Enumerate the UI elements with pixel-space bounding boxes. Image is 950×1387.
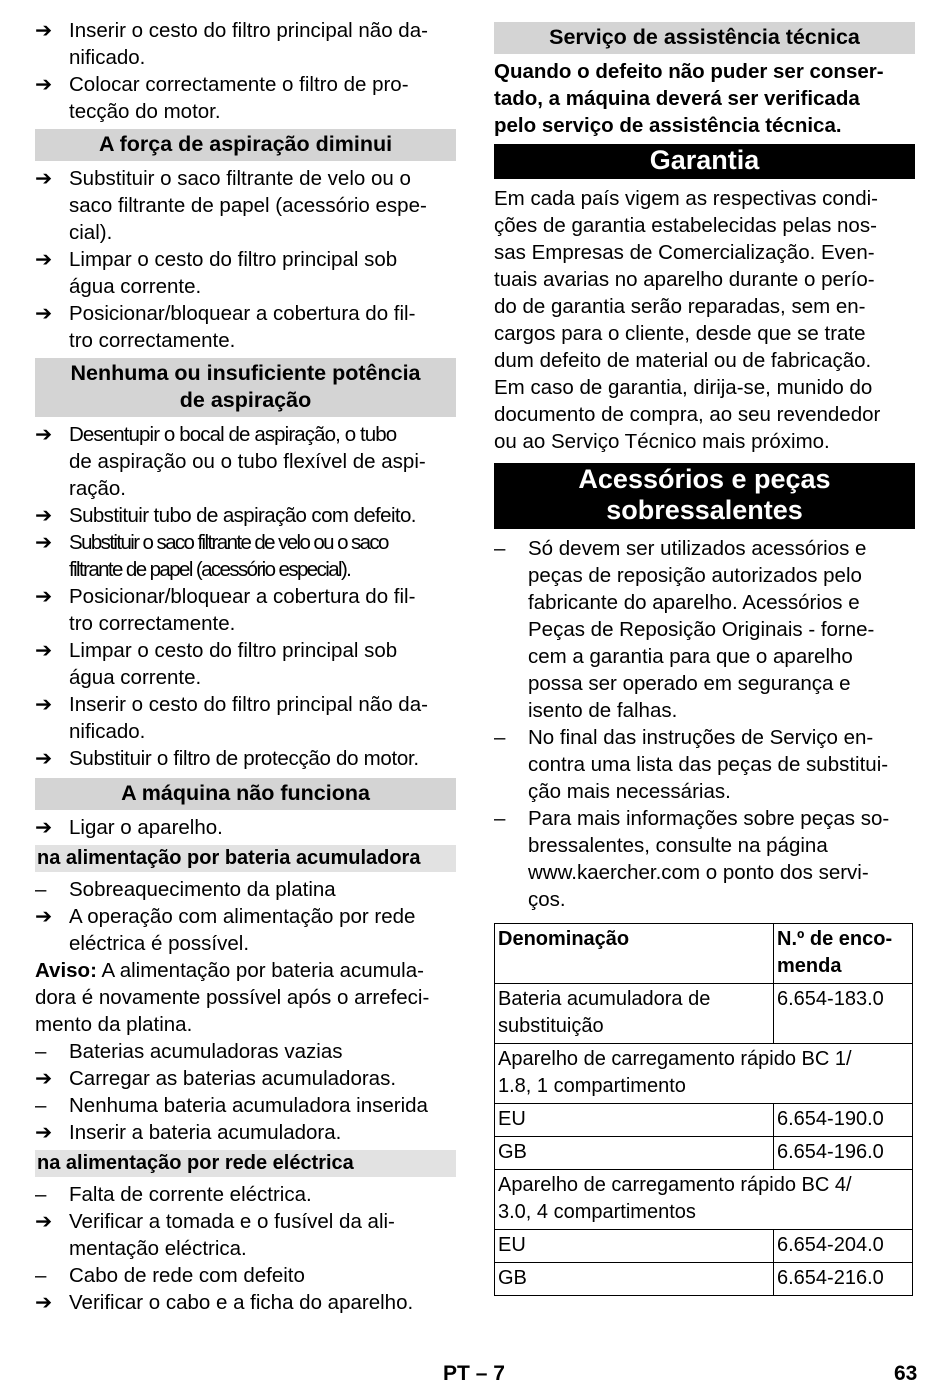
item-line: contra uma lista das peças de substitui- xyxy=(528,753,889,776)
cell-order: 6.654-204.0 xyxy=(774,1230,913,1263)
dash-icon: – xyxy=(35,1183,47,1206)
footer-section-page: – 7 xyxy=(475,1362,505,1385)
arrow-icon: ➔ xyxy=(35,639,53,662)
table-header-row xyxy=(495,924,913,984)
cell-line: Aparelho de carregamento rápido BC 1/ xyxy=(498,1048,852,1070)
paragraph-line: Em cada país vigem as respectivas condi- xyxy=(494,187,878,210)
item-line: Ligar o aparelho. xyxy=(69,816,223,839)
item-line: de aspiração ou o tubo flexível de aspi- xyxy=(69,450,426,473)
dash-icon: – xyxy=(35,1040,47,1063)
item-line: Peças de Reposição Originais - forne- xyxy=(528,618,875,641)
cell-name: GB xyxy=(495,1137,774,1170)
subheading-battery-operation: na alimentação por bateria acumuladora xyxy=(35,845,456,872)
paragraph-line: ções de garantia estabelecidas pelas nos- xyxy=(494,214,877,237)
right-column xyxy=(494,20,915,1296)
header-order-line: menda xyxy=(777,955,842,977)
list-item xyxy=(35,300,456,354)
item-line: Para mais informações sobre peças so- xyxy=(528,807,890,830)
list-item xyxy=(494,535,915,724)
arrow-icon: ➔ xyxy=(35,1067,53,1090)
list-item xyxy=(494,805,915,913)
item-line: Substituir tubo de aspiração com defeito. xyxy=(69,504,416,527)
heading-line: de aspiração xyxy=(179,388,312,412)
cell-name: GB xyxy=(495,1263,774,1296)
arrow-icon: ➔ xyxy=(35,423,53,446)
item-line: peças de reposição autorizados pelo xyxy=(528,564,862,587)
item-line: Posicionar/bloquear a cobertura do fil- xyxy=(69,585,416,608)
paragraph-line: ou ao Serviço Técnico mais próximo. xyxy=(494,430,830,453)
item-line: Inserir o cesto do filtro principal não da- xyxy=(69,19,428,42)
item-line: bressalentes, consulte na página xyxy=(528,834,828,857)
table-row xyxy=(495,984,913,1044)
left-column xyxy=(35,17,456,1316)
item-line: água corrente. xyxy=(69,275,202,298)
item-line: Inserir o cesto do filtro principal não da- xyxy=(69,693,428,716)
arrow-icon: ➔ xyxy=(35,167,53,190)
note-line: A alimentação por bateria acumula- xyxy=(96,959,424,982)
list-item xyxy=(35,1262,456,1289)
table-group-row xyxy=(495,1170,913,1230)
header-name: Denominação xyxy=(495,924,774,984)
list-item xyxy=(35,1119,456,1146)
subheading-mains-operation: na alimentação por rede eléctrica xyxy=(35,1150,456,1177)
table-row xyxy=(495,1263,913,1296)
dash-icon: – xyxy=(494,537,506,560)
arrow-icon: ➔ xyxy=(35,504,53,527)
arrow-icon: ➔ xyxy=(35,585,53,608)
section-heading-accessories xyxy=(494,463,915,529)
section-heading-machine-not-working: A máquina não funciona xyxy=(35,778,456,810)
table-row xyxy=(495,1137,913,1170)
cell-line: Bateria acumuladora de xyxy=(498,988,711,1010)
item-line: Falta de corrente eléctrica. xyxy=(69,1183,312,1206)
item-line: tro correctamente. xyxy=(69,329,236,352)
header-order-line: N.º de enco- xyxy=(777,928,893,950)
dash-icon: – xyxy=(494,726,506,749)
arrow-icon: ➔ xyxy=(35,73,53,96)
item-line: Baterias acumuladoras vazias xyxy=(69,1040,343,1063)
item-line: Nenhuma bateria acumuladora inserida xyxy=(69,1094,428,1117)
item-line: filtrante de papel (acessório especial). xyxy=(69,558,351,581)
item-line: fabricante do aparelho. Acessórios e xyxy=(528,591,860,614)
list-item xyxy=(35,1289,456,1316)
accessories-list xyxy=(494,535,915,913)
arrow-icon: ➔ xyxy=(35,816,53,839)
heading-line: Acessórios e peças xyxy=(578,464,831,494)
table-row xyxy=(495,1104,913,1137)
cell-group-title xyxy=(495,1044,913,1104)
list-item xyxy=(35,1092,456,1119)
list-item xyxy=(35,71,456,125)
cell-name xyxy=(495,984,774,1044)
header-order xyxy=(774,924,913,984)
arrow-icon: ➔ xyxy=(35,1210,53,1233)
item-line: mentação eléctrica. xyxy=(69,1237,247,1260)
section-heading-service: Serviço de assistência técnica xyxy=(494,22,915,54)
item-line: Verificar a tomada e o fusível da ali- xyxy=(69,1210,395,1233)
suction-decreases-list xyxy=(35,165,456,354)
list-item xyxy=(35,1181,456,1208)
item-line: Só devem ser utilizados acessórios e xyxy=(528,537,867,560)
dash-icon: – xyxy=(35,878,47,901)
battery-operation-list xyxy=(35,876,456,1146)
item-line: Desentupir o bocal de aspiração, o tubo xyxy=(69,423,397,446)
paragraph-line: tuais avarias no aparelho durante o perío- xyxy=(494,268,875,291)
dash-icon: – xyxy=(35,1264,47,1287)
dash-icon: – xyxy=(494,807,506,830)
item-line: Verificar o cabo e a ficha do aparelho. xyxy=(69,1291,414,1314)
item-line: www.kaercher.com o ponto dos servi- xyxy=(528,861,869,884)
arrow-icon: ➔ xyxy=(35,1291,53,1314)
paragraph-line: pelo serviço de assistência técnica. xyxy=(494,114,842,137)
item-line: Substituir o saco filtrante de velo ou o xyxy=(69,167,411,190)
note-paragraph xyxy=(35,957,456,1038)
paragraph-line: Em caso de garantia, dirija-se, munido do xyxy=(494,376,873,399)
item-line: Carregar as baterias acumuladoras. xyxy=(69,1067,397,1090)
list-item xyxy=(35,1208,456,1262)
arrow-icon: ➔ xyxy=(35,531,53,554)
item-line: nificado. xyxy=(69,46,146,69)
dash-icon: – xyxy=(35,1094,47,1117)
arrow-icon: ➔ xyxy=(35,19,53,42)
list-item xyxy=(35,903,456,957)
warranty-paragraph xyxy=(494,185,915,455)
paragraph-line: tado, a máquina deverá ser verificada xyxy=(494,87,860,110)
item-line: Posicionar/bloquear a cobertura do fil- xyxy=(69,302,416,325)
item-line: ração. xyxy=(69,477,126,500)
arrow-icon: ➔ xyxy=(35,905,53,928)
item-line: Sobreaquecimento da platina xyxy=(69,878,336,901)
cell-group-title xyxy=(495,1170,913,1230)
list-item xyxy=(35,502,456,529)
footer-section-label xyxy=(443,1361,505,1387)
paragraph-line: documento de compra, ao seu revendedor xyxy=(494,403,881,426)
heading-line: sobressalentes xyxy=(606,495,803,525)
service-paragraph xyxy=(494,58,915,139)
note-label: Aviso: xyxy=(35,959,97,982)
item-line: saco filtrante de papel (acessório espe- xyxy=(69,194,427,217)
paragraph-line: do de garantia serão reparadas, sem en- xyxy=(494,295,866,318)
table-row xyxy=(495,1230,913,1263)
item-line: tro correctamente. xyxy=(69,612,236,635)
item-line: eléctrica é possível. xyxy=(69,932,250,955)
cell-line: 3.0, 4 compartimentos xyxy=(498,1201,696,1223)
paragraph-line: dum defeito de material ou de fabricação. xyxy=(494,349,872,372)
item-line: Limpar o cesto do filtro principal sob xyxy=(69,639,398,662)
arrow-icon: ➔ xyxy=(35,248,53,271)
paragraph-line: Quando o defeito não puder ser conser- xyxy=(494,60,884,83)
arrow-icon: ➔ xyxy=(35,302,53,325)
section-heading-suction-decreases: A força de aspiração diminui xyxy=(35,129,456,161)
cell-order: 6.654-216.0 xyxy=(774,1263,913,1296)
cell-line: 1.8, 1 compartimento xyxy=(498,1075,686,1097)
item-line: cem a garantia para que o aparelho xyxy=(528,645,853,668)
cell-line: Aparelho de carregamento rápido BC 4/ xyxy=(498,1174,852,1196)
footer-language: PT xyxy=(443,1362,470,1385)
list-item xyxy=(494,724,915,805)
list-item xyxy=(35,165,456,246)
item-line: No final das instruções de Serviço en- xyxy=(528,726,874,749)
cell-order: 6.654-190.0 xyxy=(774,1104,913,1137)
item-line: Substituir o saco filtrante de velo ou o saco xyxy=(69,531,388,554)
list-item xyxy=(35,583,456,637)
item-line: nificado. xyxy=(69,720,146,743)
item-line: ços. xyxy=(528,888,566,911)
note-line: mento da platina. xyxy=(35,1013,193,1036)
arrow-icon: ➔ xyxy=(35,693,53,716)
item-line: Colocar correctamente o filtro de pro- xyxy=(69,73,409,96)
item-line: Limpar o cesto do filtro principal sob xyxy=(69,248,398,271)
mains-operation-list xyxy=(35,1181,456,1316)
item-line: A operação com alimentação por rede xyxy=(69,905,416,928)
list-item xyxy=(35,246,456,300)
intro-list xyxy=(35,17,456,125)
paragraph-line: cargos para o cliente, desde que se trate xyxy=(494,322,866,345)
list-item xyxy=(35,529,456,583)
item-line: tecção do motor. xyxy=(69,100,221,123)
cell-order: 6.654-183.0 xyxy=(774,984,913,1044)
list-item xyxy=(35,691,456,745)
item-line: possa ser operado em segurança e xyxy=(528,672,851,695)
item-line: água corrente. xyxy=(69,666,202,689)
item-line: Substituir o filtro de protecção do motor. xyxy=(69,747,419,770)
arrow-icon: ➔ xyxy=(35,747,53,770)
no-suction-power-list xyxy=(35,421,456,772)
item-line: Inserir a bateria acumuladora. xyxy=(69,1121,342,1144)
heading-line: Nenhuma ou insuficiente potência xyxy=(70,361,421,385)
arrow-icon: ➔ xyxy=(35,1121,53,1144)
list-item xyxy=(35,876,456,903)
list-item xyxy=(35,421,456,502)
cell-name: EU xyxy=(495,1104,774,1137)
page-number: 63 xyxy=(894,1362,918,1385)
note-line: dora é novamente possível após o arrefeci- xyxy=(35,986,430,1009)
list-item xyxy=(35,745,456,772)
table-group-row xyxy=(495,1044,913,1104)
list-item xyxy=(35,637,456,691)
section-heading-warranty: Garantia xyxy=(494,144,915,179)
cell-order: 6.654-196.0 xyxy=(774,1137,913,1170)
spare-parts-table xyxy=(494,923,913,1296)
item-line: ção mais necessárias. xyxy=(528,780,731,803)
cell-name: EU xyxy=(495,1230,774,1263)
list-item xyxy=(35,1038,456,1065)
paragraph-line: sas Empresas de Comercialização. Even- xyxy=(494,241,875,264)
item-line: isento de falhas. xyxy=(528,699,678,722)
section-heading-no-suction-power xyxy=(35,358,456,417)
item-line: Cabo de rede com defeito xyxy=(69,1264,305,1287)
list-item xyxy=(35,1065,456,1092)
list-item xyxy=(35,814,456,841)
cell-line: substituição xyxy=(498,1015,604,1037)
list-item xyxy=(35,17,456,71)
item-line: cial). xyxy=(69,221,113,244)
